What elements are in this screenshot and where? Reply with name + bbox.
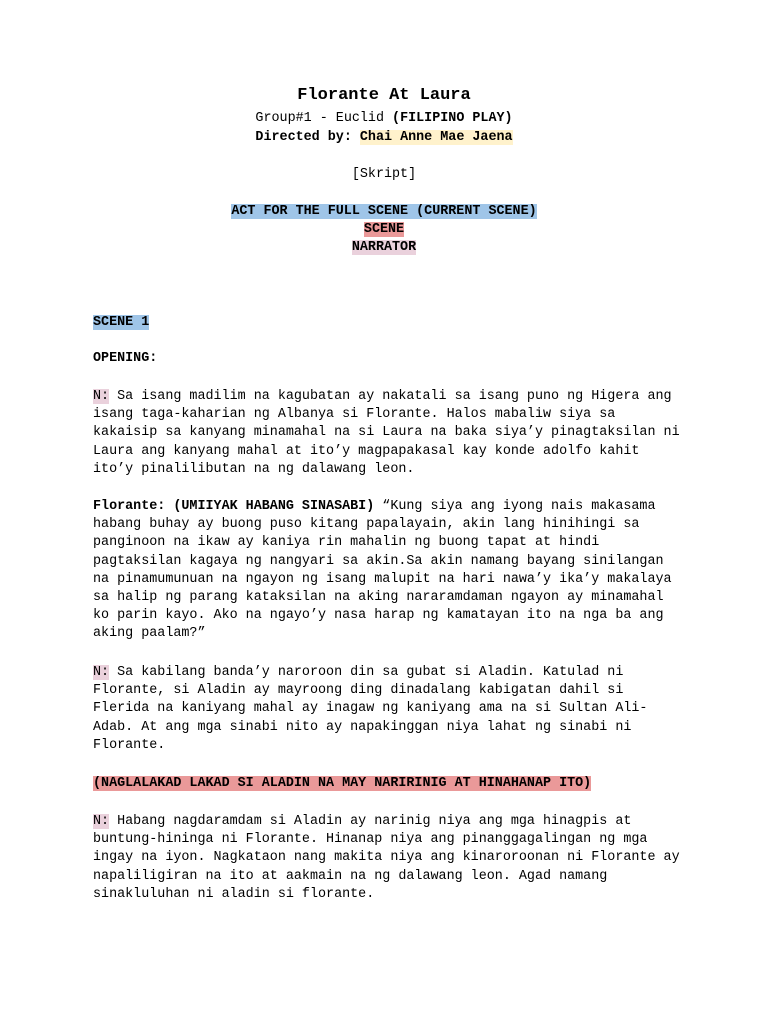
- narration-paragraph-1: [93, 388, 683, 479]
- narration-paragraph-2: [93, 664, 683, 755]
- group-text: Group#1 - Euclid: [255, 111, 393, 126]
- scene-heading: SCENE 1: [93, 315, 150, 330]
- skript-label: [Skript]: [351, 167, 417, 182]
- narrator-label: N:: [93, 389, 110, 404]
- legend-narrator-line: [0, 240, 768, 255]
- opening-label: OPENING:: [93, 351, 158, 366]
- speaker-label: Florante: (UMIIYAK HABANG SINASABI): [93, 499, 375, 514]
- narration-text: Sa kabilang banda’y naroroon din sa gubat si Aladin. Katulad ni Florante, si Aladin ay mayroong ding dinadalang kabigatan dahil si Flerida na kaniyang mahal ay inagaw ng kaniyang ama na si Sultan Ali-Adab. At ang mga sinabi nito ay napakinggan niya lahat ng sinabi ni Florante.: [93, 665, 648, 753]
- play-type: (FILIPINO PLAY): [392, 111, 513, 126]
- document-title: Florante At Laura: [297, 86, 471, 105]
- legend-scene: SCENE: [363, 222, 405, 237]
- legend-narrator: NARRATOR: [351, 240, 417, 255]
- legend-act: ACT FOR THE FULL SCENE (CURRENT SCENE): [231, 204, 537, 219]
- dialogue-text: “Kung siya ang iyong nais makasama habang buhay ay buong puso kitang papalayain, akin lang hinihingi sa panginoon na ikaw ay kaniya rin mahalin ng buong tapat at hindi pagtaksilan kagaya ng nangyari sa akin.Sa akin namang bayang sinilangan na pinamumunuan na ngayon ng isang malupit na hari nawa’y ika’y makalaya sa halip ng parang kataksilan na aking nararamdaman ngayon ay minamahal ko parin kayo. Ako na ngayo’y nasa harap ng kamatayan ito na nga ba ang aking paalam?”: [93, 499, 672, 642]
- legend-act-line: [0, 204, 768, 219]
- director-name: Chai Anne Mae Jaena: [359, 130, 513, 145]
- group-line: [0, 111, 768, 126]
- dialogue-paragraph: [93, 498, 683, 644]
- narrator-label: N:: [93, 814, 110, 829]
- narration-text: Sa isang madilim na kagubatan ay nakatali sa isang puno ng Higera ang isang taga-kaharian ng Albanya si Florante. Halos mabaliw siya sa kakaisip sa kanyang minamahal na si Laura na baka siya’y pinagtaksilan ni Laura ang kanyang mahal at ito’y magpapakasal kay konde adolfo kahit ito’y pinalilibutan na ng dalawang leon.: [93, 389, 680, 477]
- directed-label: Directed by:: [255, 130, 360, 145]
- legend-scene-line: [0, 222, 768, 237]
- scene-heading-line: [93, 315, 149, 330]
- narrator-label: N:: [93, 665, 110, 680]
- narration-text: Habang nagdaramdam si Aladin ay narinig niya ang mga hinagpis at buntung-hininga ni Florante. Hinanap niya ang pinanggagalingan ng mga ingay na iyon. Nagkataon nang makita niya ang kinaroroonan ni Florante ay napaliligiran na ito at aakmain na ng dalawang leon. Agad namang sinakluluhan ni aladin si florante.: [93, 814, 680, 902]
- stage-direction-line: [93, 776, 591, 791]
- directed-line: [0, 130, 768, 145]
- narration-paragraph-3: [93, 813, 683, 904]
- stage-direction: (NAGLALAKAD LAKAD SI ALADIN NA MAY NARIRINIG AT HINAHANAP ITO): [93, 776, 592, 791]
